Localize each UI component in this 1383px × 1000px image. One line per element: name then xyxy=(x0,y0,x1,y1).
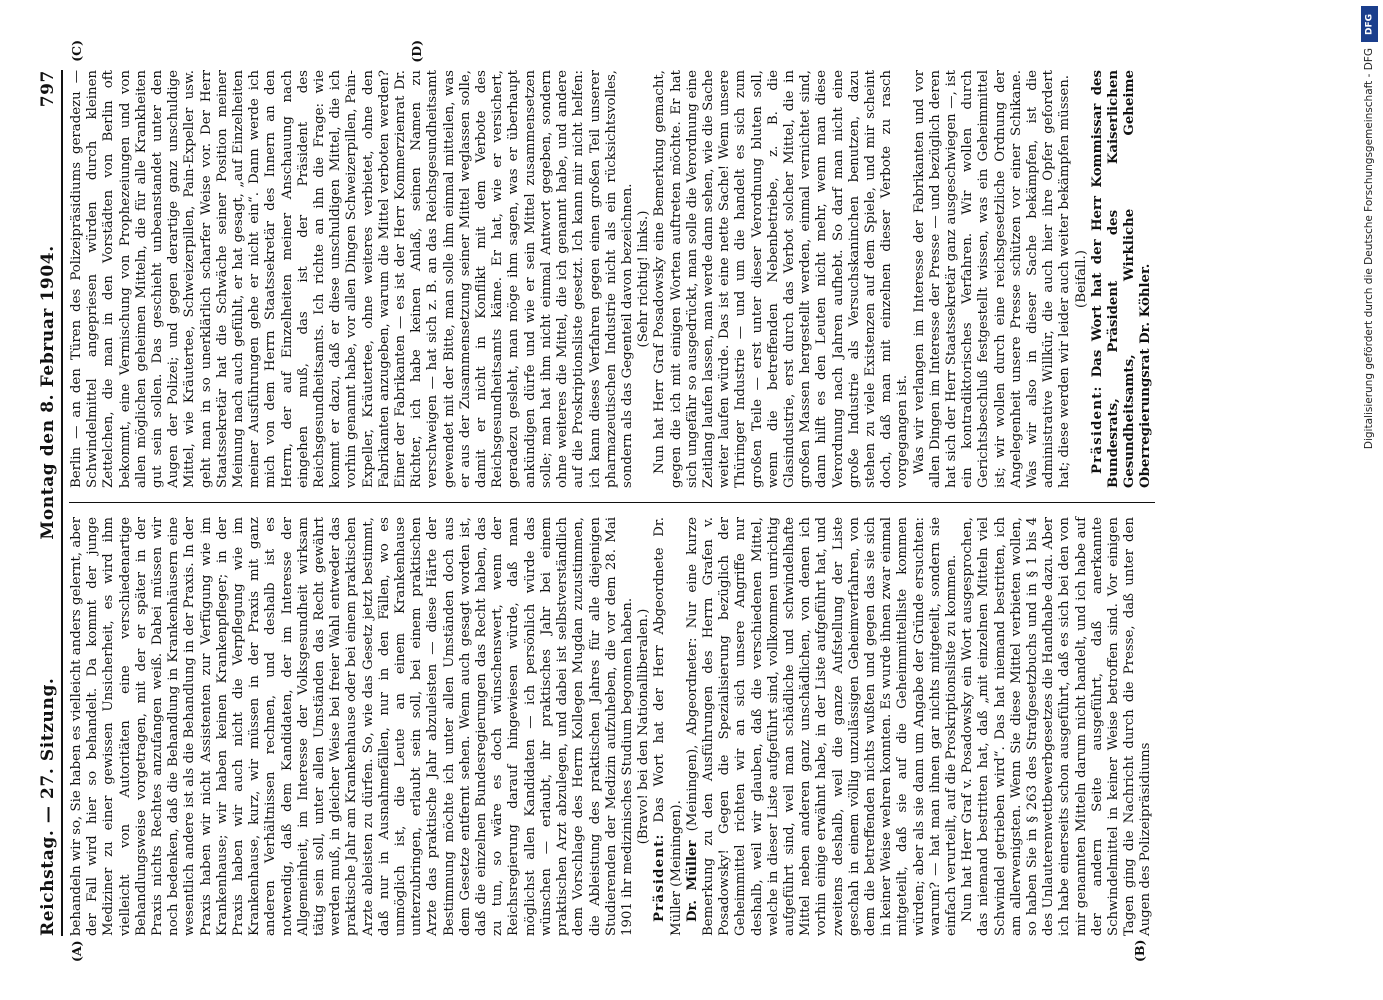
page-header xyxy=(38,70,63,936)
right-applause-note: (Beifall.) xyxy=(1073,250,1089,308)
right-paragraph-4: Was wir verlangen im Interesse der Fabrikanten und vor allen Dingen im Interesse der Presse — und bezüglich deren hat sich der Herr Staatssekretär ganz ausgeschwiegen —, ist ein kontradiktorisches Verfahren. Wir wollen durch Gerichtsbeschluß festgestellt wissen, was ein Geheimmittel ist; wir wollen durch eine reichsgesetzliche Ordnung der Angelegenheit unsere Presse schützen vor einer Schikane. Was wir also in dieser Sache bekämpfen, ist die administrative Willkür, die auch hier ihre Opfer gefordert hat; diese werden wir leider auch weiter bekämpfen müssen. xyxy=(911,70,1073,488)
left-mueller-text: (Meiningen), Abgeordneter: Nur eine kurze Bemerkung zu den Ausführungen des Herrn Grafen v. Posadowsky! Gegen die Spezialisierung bezüglich der Geheimmittel richten wir an sich unsere Angriffe nur deshalb, weil wir glauben, daß die verschiedenen Mittel, welche in dieser Liste aufgeführt sind, vollkommen unrichtig aufgeführt sind, weil man schädliche und schwindelhafte Mittel neben anderen ganz unschädlichen, von denen ich vorhin einige erwähnt habe, in der Liste aufgeführt hat, und zweitens deshalb, weil die ganze Aufstellung der Liste geschah in einem völlig unzulässigen Geheimverfahren, von dem die betreffenden nichts wußten und gegen das sie sich in keiner Weise wehren konnten. Es wurde ihnen zwar einmal mitgeteilt, daß sie auf die Geheimmittelliste kommen würden; aber als sie dann um Angabe der Gründe ersuchten: warum? — hat man ihnen gar nichts mitgeteilt, sondern sie einfach verurteilt, auf die Proskriptionsliste zu kommen. xyxy=(684,517,959,936)
right-paragraph-president xyxy=(1090,70,1155,488)
right-column xyxy=(69,40,1155,503)
right-interjection: (Sehr richtig! links.) xyxy=(636,210,652,348)
header-left: Reichstag. — 27. Sitzung. xyxy=(38,677,58,936)
left-applause-note: (Bravo! bei den Nationalliberalen.) xyxy=(636,608,652,845)
left-paragraph-mueller xyxy=(685,517,960,936)
left-paragraph-president xyxy=(652,517,684,936)
left-president-text: Das Wort hat der Herr Abgeordnete Dr. Müller (Meiningen). xyxy=(652,517,684,936)
left-paragraph-5: Nun hat Herr Graf v. Posadowsky ein Wort ausgesprochen, das niemand bestritten hat, daß „mit einzelnen Mitteln viel Schwindel getrieben wird“. Das hat niemand bestritten, ich am allerwenigsten. Wenn Sie diese Mittel verbieten wollen, so haben Sie in § 263 des Strafgesetzbuchs und in § 1 bis 4 des Unlauterenwettbewerbgesetzes die Handhabe dazu. Aber ich habe einerseits schon ausgeführt, daß es sich bei den von mir genannten Mitteln darum nicht handelt, und ich habe auf der andern Seite ausgeführt, daß anerkannte Schwindelmittel in keiner Weise betroffen sind. Vor einigen Tagen ging die Nachricht durch die Presse, daß unter den Augen des Polizeipräsidiums xyxy=(960,517,1154,936)
speaker-label: Präsident: xyxy=(652,833,668,922)
speaker-label: Präsident: xyxy=(1089,385,1105,474)
header-center: Montag den 8. Februar 1904. xyxy=(38,245,58,540)
dfg-logo: DFG xyxy=(1361,6,1378,42)
margin-marker-b: (B) xyxy=(1132,939,1148,962)
left-column xyxy=(69,503,1155,962)
margin-marker-a: (A) xyxy=(69,940,84,962)
dfg-credit-text: Digitalisierung gefördert durch die Deutsche Forschungsgemeinschaft - DFG xyxy=(1363,48,1375,450)
right-president-text: Das Wort hat der Herr Kommissar des Bundesrats, Präsident des Kaiserlichen Gesundheitsamts, Wirkliche Geheime Oberregierungsrat Dr. Köhler. xyxy=(1089,70,1154,488)
right-paragraph-1: Berlin — an den Türen des Polizeipräsidiums geradezu — Schwindelmittel angepriesen würden durch kleinen Zettelchen, die man in den Vorstädten von Berlin oft bekommt, eine Vermischung von Prophezeiungen und von allen möglichen geheimen Mitteln, die für alle Krankheiten gut sein sollen. Das geschieht unbeanstandet unter den Augen der Polizei; und gegen derartige ganz unschuldige Mittel, wie Kräutertee, Schweizerpillen, Pain-Expeller usw. geht man in so unerklärlich scharfer Weise vor. Der Herr Staatssekretär hat die Schwäche seiner Position meiner Meinung nach auch gefühlt, er hat gesagt, „auf Einzelheiten meiner Ausführungen gehe er nicht ein“. Dann werde ich mich von dem Herrn Staatssekretär des Innern an den Herrn, der auf Einzelheiten meiner Anschauung nach eingehen muß, das ist der Präsident des Reichsgesundheitsamts. Ich richte an ihn die Frage: wie kommt er dazu, daß er diese unschuldigen Mittel, die ich vorhin genannt habe, vor allen Dingen Schweizerpillen, Pain-Expeller, Kräutertee, ohne weiteres verbietet, ohne den Fabrikanten anzugeben, warum die Mittel verboten werden? Einer der Fabrikanten — es ist der Herr Kommerzienrat Dr. Richter, ich habe keinen Anlaß, seinen Namen zu verschweigen — hat sich z. B. an das Reichsgesundheitsamt gewendet mit der Bitte, man solle ihm einmal mitteilen, was er aus der Zusammensetzung seiner Mittel weglassen solle, damit er nicht in Konflikt mit dem Verbote des Reichsgesundheitsamts käme. Er hat, wie er versichert, geradezu gesleht, man möge ihm sagen, was er überhaupt ankündigen dürfe und wie er sein Mittel zusammensetzen solle; man hat ihm nicht einmal Antwort gegeben, sondern ohne weiteres die Mittel, die ich genannt habe, und andere auf die Proskriptionsliste gesetzt. Ich kann mir nicht helfen: ich kann dieses Verfahren gegen einen großen Teil unserer pharmazeutischen Industrie nicht als ein rücksichtsvolles, sondern als das Gegenteil davon bezeichnen. xyxy=(69,70,635,488)
speaker-label: Dr. Müller xyxy=(684,840,700,922)
text-columns xyxy=(69,40,1155,962)
page-number: 797 xyxy=(38,70,58,108)
margin-marker-d: (D) xyxy=(409,40,424,63)
margin-marker-c: (C) xyxy=(69,40,84,62)
left-paragraph-1: behandeln wir so, Sie haben es vielleicht anders gelernt, aber der Fall wird hier so behandelt. Da kommt der junge Mediziner zu einer gewissen Unsicherheit, es wird ihm vielleicht von Autoritäten eine verschiedenartige Behandlungsweise vorgetragen, mit der er später in der Praxis nichts Rechtes anzufangen weiß. Dabei müssen wir noch bedenken, daß die Behandlung in Krankenhäusern eine wesentlich andere ist als die Behandlung in der Praxis. In der Praxis haben wir nicht Assistenten zur Verfügung wie im Krankenhause; wir haben keinen Krankenpfleger; in der Praxis haben wir auch nicht die Verpflegung wie im Krankenhause, kurz, wir müssen in der Praxis mit ganz anderen Verhältnissen rechnen, und deshalb ist es notwendig, daß dem Kandidaten, der im Interesse der Allgemeinheit, im Interesse der Volksgesundheit wirksam tätig sein soll, unter allen Umständen das Recht gewährt werden muß, in gleicher Weise bei freier Wahl entweder das praktische Jahr am Krankenhause oder bei einem praktischen Arzte ableisten zu dürfen. So, wie das Gesetz jetzt bestimmt, daß nur in Ausnahmefällen, nur in den Fällen, wo es unmöglich ist, die Leute an einem Krankenhause unterzubringen, erlaubt sein soll, bei einem praktischen Arzte das praktische Jahr abzuleisten — diese Härte der Bestimmung möchte ich unter allen Umständen doch aus dem Gesetze entfernt sehen. Wenn auch gesagt worden ist, daß die einzelnen Bundesregierungen das Recht haben, das zu tun, so wäre es doch wünschenswert, wenn der Reichsregierung darauf hingewiesen würde, daß man möglichst allen Kandidaten — ich persönlich würde das wünschen — erlaubt, ihr praktisches Jahr bei einem praktischen Arzt abzulegen, und dabei ist selbstverständlich dem Vorschlage des Herrn Kollegen Mugdan zuzustimmen, die Ableistung des praktischen Jahres für alle diejenigen Studierenden der Medizin aufzuheben, die vor dem 28. Mai 1901 ihr medizinisches Studium begonnen haben. xyxy=(69,517,635,936)
digitization-credit-strip xyxy=(1359,6,1379,994)
right-paragraph-3: Nun hat Herr Graf Posadowsky eine Bemerkung gemacht, gegen die ich mit einigen Worten auftreten möchte. Er hat sich ungefähr so ausgedrückt, man solle die Verordnung eine Zeitlang laufen lassen, man werde dann sehen, wie die Sache weiter laufen würde. Das ist eine nette Sache! Wenn unsere Thüringer Industrie — und um die handelt es sich zum großen Teile — erst unter dieser Verordnung bluten soll, wenn die betreffenden Nebenbetriebe, z. B. die Glasindustrie, erst durch das Verbot solcher Mittel, die in großen Massen hergestellt werden, einmal vernichtet sind, dann hilft es den Leuten nicht mehr, wenn man diese Verordnung nach Jahren aufhebt. So darf man nicht eine große Industrie als Versuchskaninchen benutzen, dazu stehen zu viele Existenzen auf dem Spiele, und mir scheint doch, daß man mit einzelnen dieser Verbote zu rasch vorgegangen ist. xyxy=(652,70,911,488)
